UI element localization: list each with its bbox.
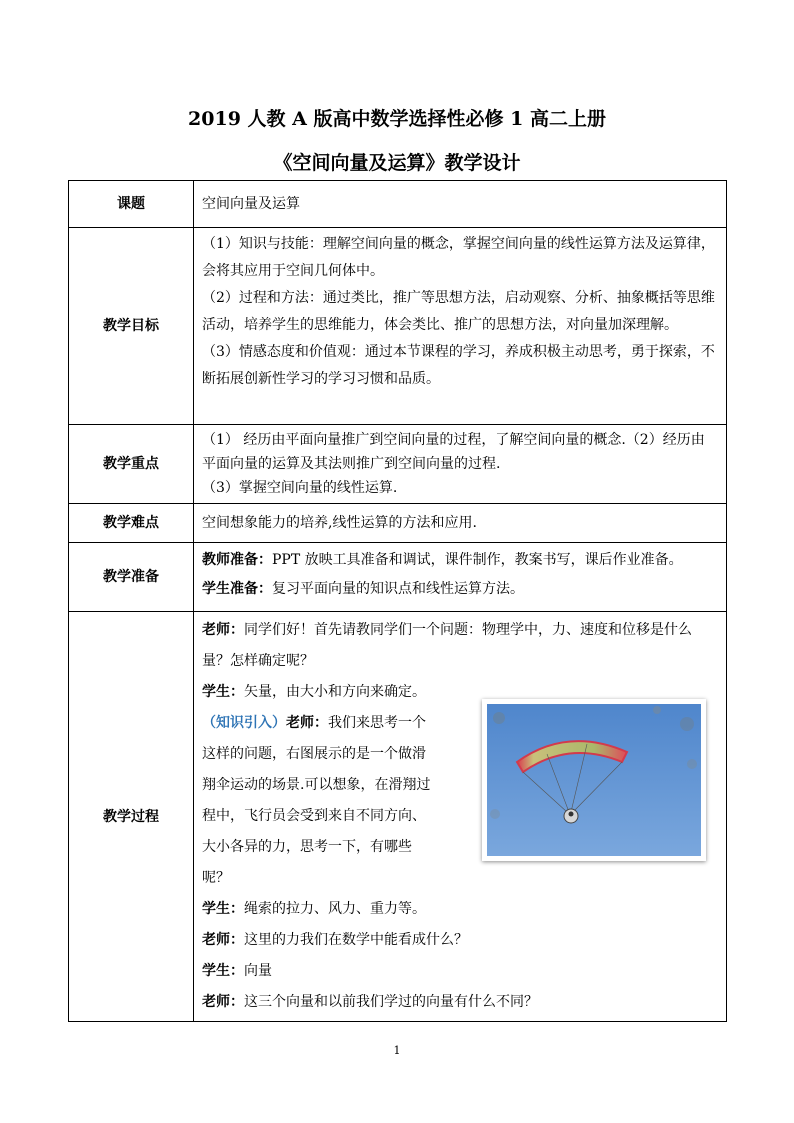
intro-paragraph: [202, 708, 438, 894]
student-prep-text: 复习平面向量的知识点和线性运算方法。: [272, 581, 524, 597]
preparation-content: [194, 543, 727, 612]
topic-label: 课题: [69, 181, 194, 228]
row-goals: [69, 228, 727, 425]
key-point-item: （3）掌握空间向量的线性运算.: [202, 480, 398, 496]
student-prep: [202, 575, 718, 604]
key-point-item: （1） 经历由平面向量推广到空间向量的过程，了解空间向量的概念.（2）经历由平面向量的运算及其法则推广到空间向量的过程.: [202, 432, 705, 472]
dialogue-text: 我们来思考一个这样的问题，右图展示的是一个做滑翔伞运动的场景.可以想象，在滑翔过程中，飞行员会受到来自不同方向、大小各异的力，思考一下，有哪些呢？: [202, 715, 431, 886]
document-title: 2019 人教 A 版高中数学选择性必修 1 高二上册: [188, 108, 606, 130]
goals-label: 教学目标: [69, 228, 194, 425]
dialogue-text: 同学们好！首先请教同学们一个问题：物理学中，力、速度和位移是什么量？怎样确定呢？: [202, 622, 692, 669]
row-topic: [69, 181, 727, 228]
speaker: 学生：: [202, 901, 244, 917]
row-difficulty: [69, 504, 727, 543]
teacher-prep: [202, 546, 718, 575]
dialogue-line: [202, 987, 718, 1018]
speaker: 学生：: [202, 963, 244, 979]
paraglider-photo: [482, 699, 706, 861]
lesson-plan-table: [68, 180, 727, 1022]
difficulty-label: 教学难点: [69, 504, 194, 543]
process-body: [202, 615, 718, 1018]
page-number: 1: [393, 1044, 401, 1057]
goals-content: [194, 228, 727, 425]
goal-item: （1）知识与技能：理解空间向量的概念，掌握空间向量的线性运算方法及运算律，会将其应用于空间几何体中。: [202, 236, 715, 279]
goal-item: （2）过程和方法：通过类比，推广等思想方法，启动观察、分析、抽象概括等思维活动，培养学生的思维能力，体会类比、推广的思想方法，对向量加深理解。: [202, 290, 715, 333]
speaker: 老师：: [202, 622, 244, 638]
dialogue-text: 绳索的拉力、风力、重力等。: [244, 901, 426, 917]
process-content: [194, 612, 727, 1022]
dialogue-line: [202, 956, 718, 987]
preparation-label: 教学准备: [69, 543, 194, 612]
dialogue-text: 这三个向量和以前我们学过的向量有什么不同？: [244, 994, 538, 1010]
dialogue-text: 向量: [244, 963, 272, 979]
dialogue-line: [202, 615, 718, 677]
dialogue-line: [202, 925, 718, 956]
row-key-points: [69, 425, 727, 504]
key-points-label: 教学重点: [69, 425, 194, 504]
teacher-prep-label: 教师准备：: [202, 552, 272, 568]
goal-item: （3）情感态度和价值观：通过本节课程的学习，养成积极主动思考，勇于探索，不断拓展创新性学习的学习习惯和品质。: [202, 344, 715, 387]
row-process: [69, 612, 727, 1022]
dialogue-text: 矢量，由大小和方向来确定。: [244, 684, 426, 700]
key-points-content: [194, 425, 727, 504]
row-preparation: [69, 543, 727, 612]
student-prep-label: 学生准备：: [202, 581, 272, 597]
process-label: 教学过程: [69, 612, 194, 1022]
speaker: 老师：: [202, 994, 244, 1010]
speaker: 老师：: [202, 932, 244, 948]
dialogue-text: 这里的力我们在数学中能看成什么？: [244, 932, 468, 948]
dialogue-line: [202, 894, 718, 925]
knowledge-intro-tag: （知识引入）: [202, 715, 286, 731]
speaker: 学生：: [202, 684, 244, 700]
difficulty-value: 空间想象能力的培养,线性运算的方法和应用.: [194, 504, 727, 543]
teacher-prep-text: PPT 放映工具准备和调试，课件制作，教案书写，课后作业准备。: [272, 552, 683, 568]
topic-value: 空间向量及运算: [194, 181, 727, 228]
speaker: 老师：: [286, 715, 328, 731]
paraglider-image-icon: [487, 704, 701, 856]
document-subtitle: 《空间向量及运算》教学设计: [273, 152, 521, 174]
